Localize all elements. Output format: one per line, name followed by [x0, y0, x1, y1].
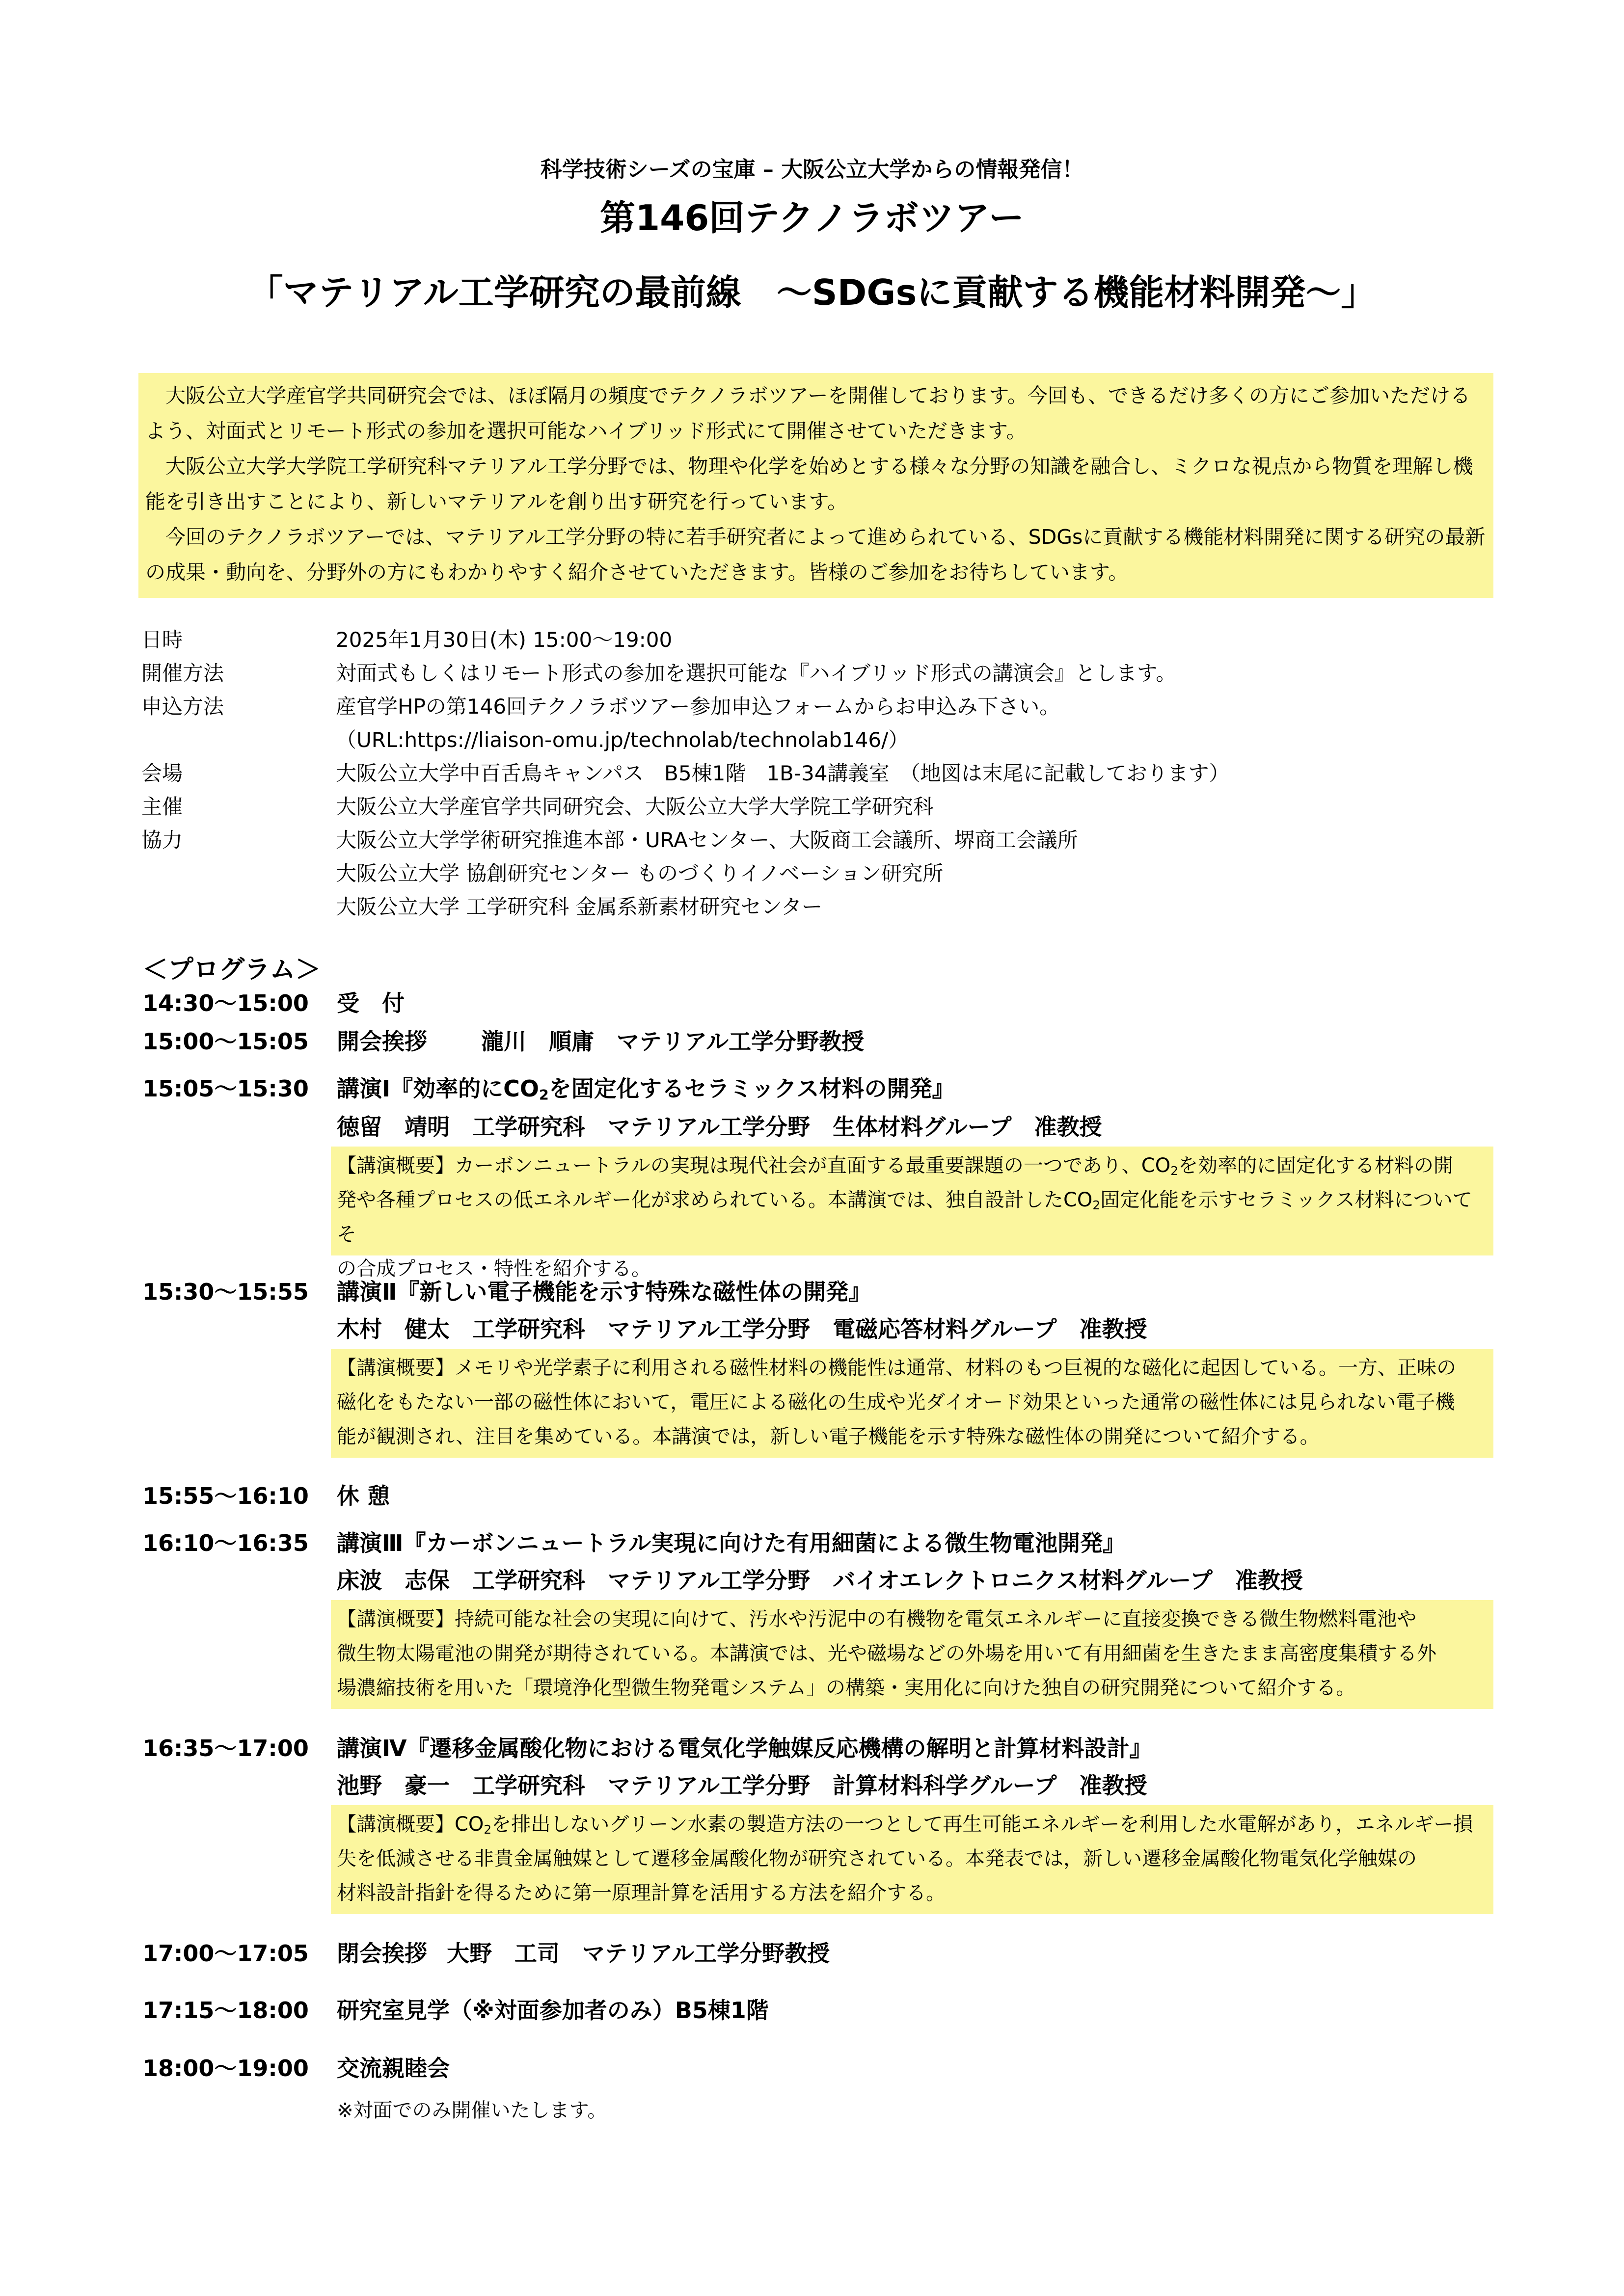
- program-time: 15:05～15:30: [142, 1075, 309, 1102]
- program-label: 休 憩: [337, 1483, 390, 1509]
- info-label: 開催方法: [141, 661, 224, 685]
- info-label: 申込方法: [141, 694, 224, 719]
- lecture-title: 講演Ⅲ『カーボンニュートラル実現に向けた有用細菌による微生物電池開発』: [337, 1530, 1126, 1556]
- info-label: 主催: [141, 795, 183, 819]
- program-heading: ＜プログラム＞: [142, 955, 321, 985]
- program-time: 16:35～17:00: [142, 1735, 309, 1762]
- event-title: 第146回テクノラボツアー: [600, 197, 1024, 239]
- program-time: 15:55～16:10: [142, 1483, 309, 1509]
- program-item-break: [142, 1480, 390, 1512]
- program-time: 18:00～19:00: [142, 2055, 309, 2082]
- lecture-abstract: 【講演概要】$CO_2$を排出しないグリーン水素の製造方法の一つとして再生可能エネルギーを利用した水電解があり，エネルギー損 失を低減させる非貴金属触媒として遷移金属酸化物が研究されている。本発表では，新しい遷移金属酸化物電気化学触媒の 材料設計指針を得るために第一原理計算を活用する方法を紹介する。: [331, 1805, 1493, 1914]
- program-item-lecture2: [142, 1276, 871, 1308]
- info-label: 会場: [141, 761, 183, 785]
- program-item-lab-tour: [142, 1995, 769, 2026]
- info-value: 2025年1月30日(木) 15:00～19:00: [336, 628, 673, 652]
- program-item-lecture4: [142, 1733, 1152, 1764]
- lecture-speaker: 床波 志保 工学研究科 マテリアル工学分野 バイオエレクトロニクス材料グループ 准教授: [337, 1567, 1303, 1594]
- lecture-speaker: 徳留 靖明 工学研究科 マテリアル工学分野 生体材料グループ 准教授: [337, 1114, 1102, 1140]
- program-time: 15:30～15:55: [142, 1279, 309, 1305]
- lecture-title: 講演Ⅱ『新しい電子機能を示す特殊な磁性体の開発』: [337, 1279, 871, 1305]
- lecture-title: 講演Ⅰ『効率的に$CO_2$を固定化するセラミックス材料の開発』: [337, 1075, 955, 1104]
- program-time: 15:00～15:05: [142, 1028, 309, 1055]
- info-value: 大阪公立大学産官学共同研究会、大阪公立大学大学院工学研究科: [336, 795, 934, 819]
- info-value: 大阪公立大学 協創研究センター ものづくりイノベーション研究所: [336, 861, 944, 885]
- program-item-social: [142, 2053, 450, 2084]
- intro-paragraph: 大阪公立大学大学院工学研究科マテリアル工学分野では、物理や化学を始めとする様々な分野の知識を融合し、ミクロな視点から物質を理解し機能を引き出すことにより、新しいマテリアルを創り出す研究を行っています。: [145, 454, 1473, 513]
- intro-paragraph: 今回のテクノラボツアーでは、マテリアル工学分野の特に若手研究者によって進められている、SDGsに貢献する機能材料開発に関する研究の最新の成果・動向を、分野外の方にもわかりやすく紹介させていただきます。皆様のご参加をお待ちしています。: [145, 525, 1486, 584]
- program-item-closing: [142, 1938, 830, 1969]
- program-label: 交流親睦会: [337, 2055, 450, 2082]
- info-value: 産官学HPの第146回テクノラボツアー参加申込フォームからお申込み下さい。: [336, 694, 1060, 719]
- program-time: 17:00～17:05: [142, 1940, 309, 1967]
- event-theme: 「マテリアル工学研究の最前線 ～SDGsに貢献する機能材料開発～」: [247, 272, 1377, 313]
- info-value: 大阪公立大学中百舌鳥キャンパス B5棟1階 1B-34講義室 （地図は末尾に記載しております）: [336, 761, 1230, 785]
- program-item-reception: [142, 988, 405, 1019]
- info-label: 日時: [141, 628, 183, 652]
- program-item-opening: [142, 1026, 864, 1057]
- lecture-abstract: 【講演概要】メモリや光学素子に利用される磁性材料の機能性は通常、材料のもつ巨視的な磁化に起因している。一方、正味の 磁化をもたない一部の磁性体において，電圧による磁化の生成や光ダイオード効果といった通常の磁性体には見られない電子機 能が観測され、注目を集めている。本講演では，新しい電子機能を示す特殊な磁性体の開発について紹介する。: [331, 1349, 1493, 1458]
- info-value: 大阪公立大学 工学研究科 金属系新素材研究センター: [336, 895, 823, 919]
- social-note: ※対面でのみ開催いたします。: [337, 2099, 607, 2122]
- program-label: 閉会挨拶: [337, 1940, 427, 1967]
- program-label: 研究室見学（※対面参加者のみ）B5棟1階: [337, 1997, 769, 2024]
- lecture-speaker: 池野 豪一 工学研究科 マテリアル工学分野 計算材料科学グループ 准教授: [337, 1772, 1147, 1799]
- apply-url-link[interactable]: （URL:https://liaison-omu.jp/technolab/technolab146/）: [336, 728, 909, 752]
- info-value: 対面式もしくはリモート形式の参加を選択可能な『ハイブリッド形式の講演会』とします。: [336, 661, 1177, 685]
- program-speaker: 瀧川 順庸 マテリアル工学分野教授: [481, 1028, 865, 1055]
- program-time: 14:30～15:00: [142, 990, 309, 1016]
- program-time: 16:10～16:35: [142, 1530, 309, 1556]
- program-item-lecture1: [142, 1073, 954, 1104]
- info-label: 協力: [141, 828, 183, 852]
- header-subtitle: 科学技術シーズの宝庫 – 大阪公立大学からの情報発信！: [540, 157, 1084, 182]
- program-time: 17:15～18:00: [142, 1997, 309, 2024]
- lecture-title: 講演Ⅳ『遷移金属酸化物における電気化学触媒反応機構の解明と計算材料設計』: [337, 1735, 1152, 1762]
- program-label: 受 付: [337, 990, 405, 1016]
- lecture-speaker: 木村 健太 工学研究科 マテリアル工学分野 電磁応答材料グループ 准教授: [337, 1316, 1147, 1342]
- program-label: 開会挨拶: [337, 1028, 427, 1055]
- lecture-abstract: 【講演概要】持続可能な社会の実現に向けて、汚水や汚泥中の有機物を電気エネルギーに直接変換できる微生物燃料電池や 微生物太陽電池の開発が期待されている。本講演では、光や磁場などの外場を用いて有用細菌を生きたまま高密度集積する外 場濃縮技術を用いた「環境浄化型微生物発電システム」の構築・実用化に向けた独自の研究開発について紹介する。: [331, 1600, 1493, 1709]
- program-item-lecture3: [142, 1527, 1125, 1559]
- lecture-abstract: 【講演概要】カーボンニュートラルの実現は現代社会が直面する最重要課題の一つであり、$CO_2$を効率的に固定化する材料の開 発や各種プロセスの低エネルギー化が求められている。本講演では、独自設計した$CO_2$固定化能を示すセラミックス材料についてそ の合成プロセス・特性を紹介する。: [331, 1147, 1493, 1255]
- info-value: 大阪公立大学学術研究推進本部・URAセンター、大阪商工会議所、堺商工会議所: [336, 828, 1078, 852]
- intro-box: [138, 373, 1493, 598]
- program-speaker: 大野 工司 マテリアル工学分野教授: [447, 1940, 830, 1967]
- intro-paragraph: 大阪公立大学産官学共同研究会では、ほぼ隔月の頻度でテクノラボツアーを開催しております。今回も、できるだけ多くの方にご参加いただけるよう、対面式とリモート形式の参加を選択可能なハイブリッド形式にて開催させていただきます。: [145, 384, 1471, 443]
